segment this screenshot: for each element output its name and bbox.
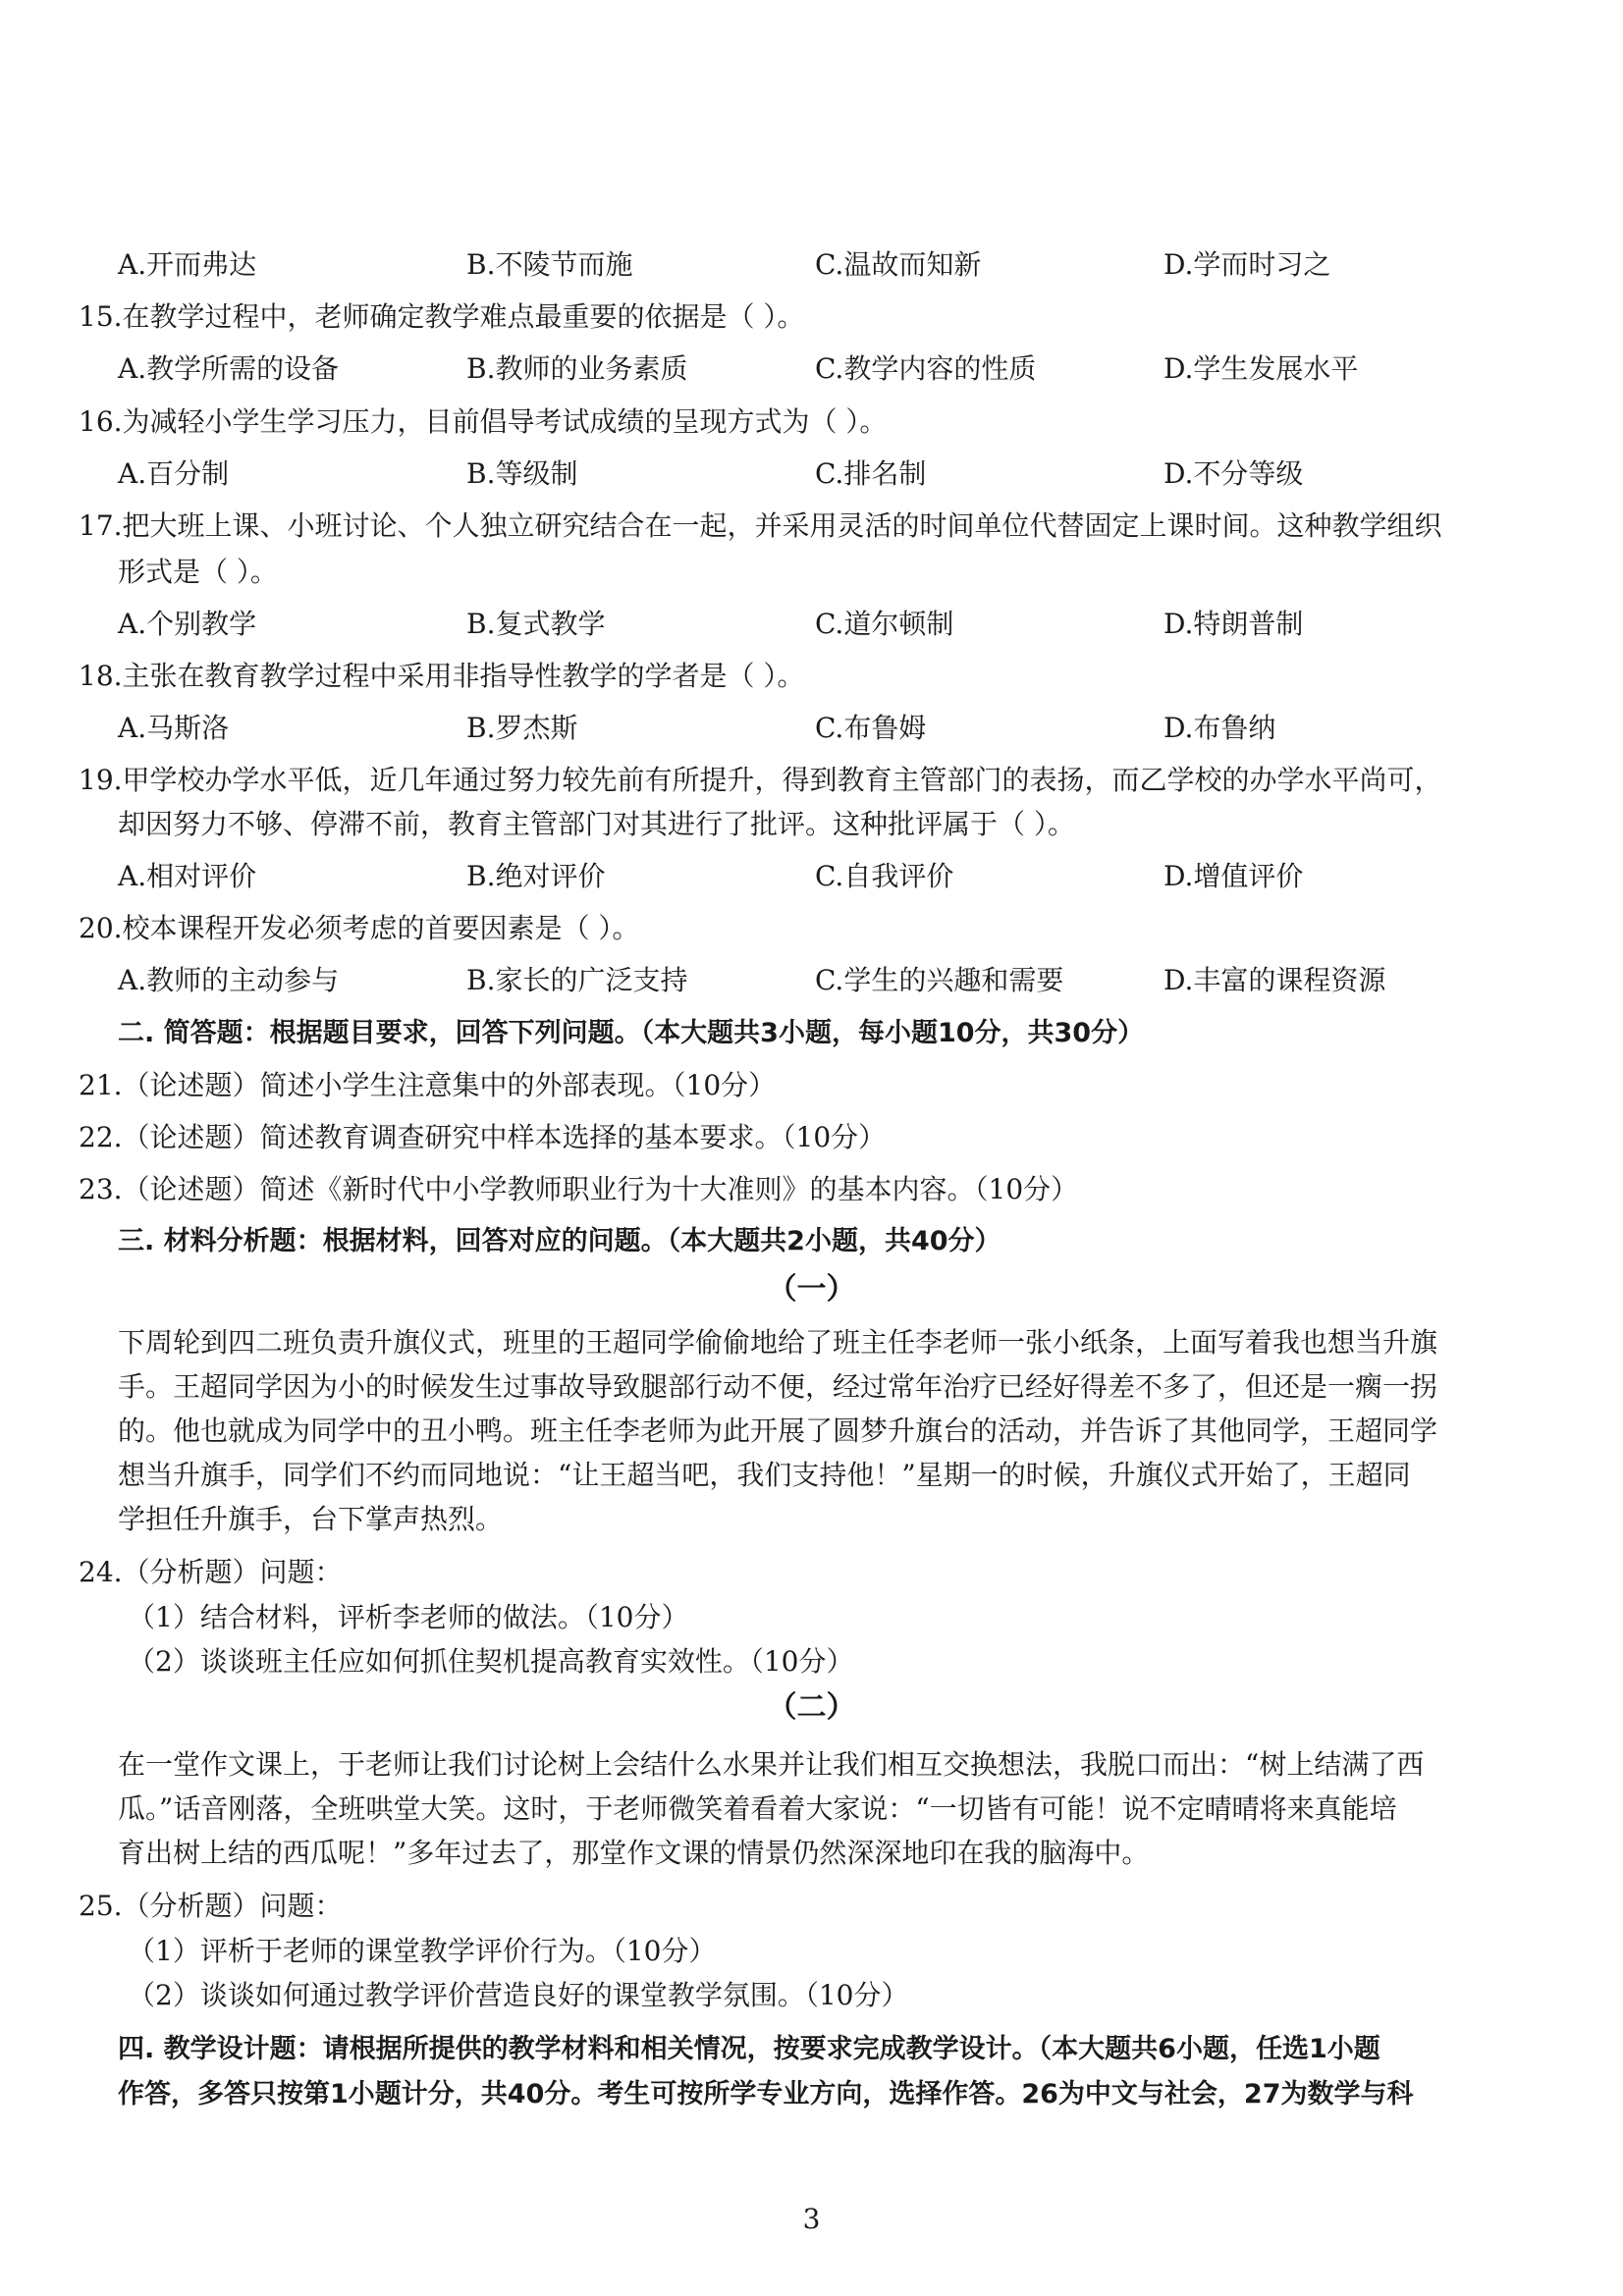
q19-options [118, 857, 1512, 896]
q15-stem: 15.在教学过程中，老师确定教学难点最重要的依据是（ ）。 [79, 300, 805, 333]
q19-option-b: B.绝对评价 [466, 860, 606, 892]
q18-options [118, 709, 1512, 748]
q14-option-a: A.开而弗达 [118, 248, 257, 281]
q17-option-a: A.个别教学 [118, 608, 257, 640]
q20-option-c: C.学生的兴趣和需要 [815, 964, 1064, 996]
q24-text: 24.（分析题）问题： [79, 1556, 343, 1588]
q19-stem-line-1: 19.甲学校办学水平低，近几年通过努力较先前有所提升，得到教育主管部门的表扬，而乙学校的办学水平尚可， [79, 764, 1442, 796]
q14-option-d: D.学而时习之 [1163, 248, 1331, 281]
q25-text: 25.（分析题）问题： [79, 1890, 343, 1922]
q22-text: 22.（论述题）简述教育调查研究中样本选择的基本要求。（10分） [79, 1121, 887, 1153]
material-1-line-1: 下周轮到四二班负责升旗仪式，班里的王超同学偷偷地给了班主任李老师一张小纸条，上面写着我也想当升旗 [118, 1326, 1438, 1359]
q15-option-a: A.教学所需的设备 [118, 352, 340, 385]
q17-option-b: B.复式教学 [466, 608, 606, 640]
q20-stem: 20.校本课程开发必须考虑的首要因素是（ ）。 [79, 912, 640, 944]
q17-options [118, 605, 1512, 644]
q14-option-c: C.温故而知新 [815, 248, 982, 281]
q14-option-b: B.不陵节而施 [466, 248, 633, 281]
material-2-line-2: 瓜。”话音刚落，全班哄堂大笑。这时，于老师微笑着看着大家说：“一切皆有可能！说不定晴晴将来真能培 [118, 1792, 1397, 1825]
q24-sub-1: （1）结合材料，评析李老师的做法。（10分） [128, 1601, 689, 1633]
q15-options [118, 349, 1512, 389]
q18-option-a: A.马斯洛 [118, 712, 230, 744]
section-2-heading: 二. 简答题：根据题目要求，回答下列问题。（本大题共3小题，每小题10分，共30分） [118, 1018, 1145, 1048]
q16-stem: 16.为减轻小学生学习压力，目前倡导考试成绩的呈现方式为（ ）。 [79, 405, 888, 438]
q14-options [118, 245, 1512, 285]
material-1-line-2: 手。王超同学因为小的时候发生过事故导致腿部行动不便，经过常年治疗已经好得差不多了，但还是一瘸一拐 [118, 1370, 1438, 1403]
q19-option-a: A.相对评价 [118, 860, 257, 892]
q17-option-c: C.道尔顿制 [815, 608, 954, 640]
section-3-heading: 三. 材料分析题：根据材料，回答对应的问题。（本大题共2小题，共40分） [118, 1226, 1001, 1256]
section-4-heading-line-1: 四. 教学设计题：请根据所提供的教学材料和相关情况，按要求完成教学设计。（本大题共6小题，任选1小题 [118, 2034, 1380, 2064]
q20-option-d: D.丰富的课程资源 [1163, 964, 1386, 996]
q16-options [118, 454, 1512, 494]
page-number: 3 [802, 2203, 821, 2235]
material-2-line-1: 在一堂作文课上，于老师让我们讨论树上会结什么水果并让我们相互交换想法，我脱口而出：“树上结满了西 [118, 1748, 1425, 1781]
material-1-line-3: 的。他也就成为同学中的丑小鸭。班主任李老师为此开展了圆梦升旗台的活动，并告诉了其他同学，王超同学 [118, 1415, 1438, 1447]
material-1-line-4: 想当升旗手，同学们不约而同地说：“让王超当吧，我们支持他！”星期一的时候，升旗仪式开始了，王超同 [118, 1459, 1411, 1491]
section-4-heading-line-2: 作答，多答只按第1小题计分，共40分。考生可按所学专业方向，选择作答。26为中文与社会，27为数学与科 [118, 2079, 1414, 2109]
q16-option-a: A.百分制 [118, 457, 230, 490]
material-2-line-3: 育出树上结的西瓜呢！”多年过去了，那堂作文课的情景仍然深深地印在我的脑海中。 [118, 1837, 1150, 1869]
q23-text: 23.（论述题）简述《新时代中小学教师职业行为十大准则》的基本内容。（10分） [79, 1173, 1079, 1205]
q17-stem-line-1: 17.把大班上课、小班讨论、个人独立研究结合在一起，并采用灵活的时间单位代替固定上课时间。这种教学组织 [79, 509, 1442, 542]
q16-option-d: D.不分等级 [1163, 457, 1304, 490]
q20-option-b: B.家长的广泛支持 [466, 964, 688, 996]
material-1-title: （一） [767, 1272, 856, 1307]
q24-sub-2: （2）谈谈班主任应如何抓住契机提高教育实效性。（10分） [128, 1645, 854, 1678]
q18-option-b: B.罗杰斯 [466, 712, 578, 744]
q19-option-d: D.增值评价 [1163, 860, 1304, 892]
q15-option-d: D.学生发展水平 [1163, 352, 1359, 385]
q18-stem: 18.主张在教育教学过程中采用非指导性教学的学者是（ ）。 [79, 660, 805, 692]
q17-option-d: D.特朗普制 [1163, 608, 1304, 640]
q19-option-c: C.自我评价 [815, 860, 954, 892]
q25-sub-1: （1）评析于老师的课堂教学评价行为。（10分） [128, 1935, 717, 1967]
q17-stem-line-2: 形式是（ ）。 [118, 556, 278, 588]
q16-option-c: C.排名制 [815, 457, 927, 490]
q18-option-c: C.布鲁姆 [815, 712, 927, 744]
q18-option-d: D.布鲁纳 [1163, 712, 1276, 744]
q19-stem-line-2: 却因努力不够、停滞不前，教育主管部门对其进行了批评。这种批评属于（ ）。 [118, 808, 1075, 840]
q20-options [118, 961, 1512, 1000]
q15-option-b: B.教师的业务素质 [466, 352, 688, 385]
q21-text: 21.（论述题）简述小学生注意集中的外部表现。（10分） [79, 1069, 777, 1101]
q20-option-a: A.教师的主动参与 [118, 964, 340, 996]
q16-option-b: B.等级制 [466, 457, 578, 490]
q15-option-c: C.教学内容的性质 [815, 352, 1037, 385]
q25-sub-2: （2）谈谈如何通过教学评价营造良好的课堂教学氛围。（10分） [128, 1979, 909, 2011]
material-1-line-5: 学担任升旗手，台下掌声热烈。 [118, 1503, 504, 1535]
material-2-title: （二） [767, 1690, 856, 1725]
